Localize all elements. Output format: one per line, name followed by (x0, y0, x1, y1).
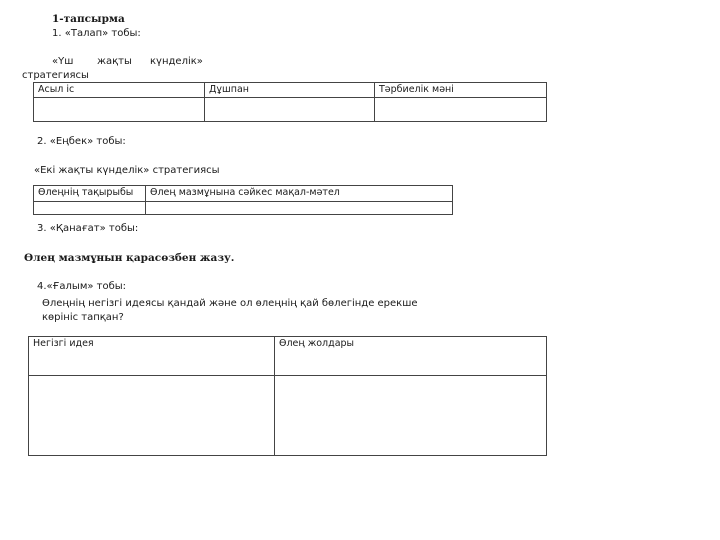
task1-header-cell: Тәрбиелік мәні (375, 83, 547, 98)
task2-table (33, 185, 453, 215)
task2-header-cell: Өлеңнің тақырыбы (34, 186, 146, 202)
task4-question-line1: Өлеңнің негізгі идеясы қандай және ол өлеңнің қай бөлегінде ерекше (42, 298, 418, 309)
task4-table-header-row (29, 337, 547, 376)
task4-empty-cell[interactable] (275, 376, 547, 456)
task2-empty-cell[interactable] (146, 202, 453, 215)
task4-header-cell: Өлең жолдары (275, 337, 547, 376)
task4-table (28, 336, 547, 456)
task3-title: 3. «Қанағат» тобы: (37, 223, 139, 234)
task4-empty-cell[interactable] (29, 376, 275, 456)
task4-question-line2: көрініс тапқан? (42, 312, 124, 323)
task1-header-cell: Асыл іс (34, 83, 205, 98)
task2-strategy: «Екі жақты күнделік» стратегиясы (34, 165, 220, 176)
task1-table-empty-row (34, 98, 547, 122)
task2-title: 2. «Еңбек» тобы: (37, 136, 126, 147)
worksheet-heading: 1-тапсырма (52, 13, 125, 25)
task1-strategy-word-3: күнделік» (150, 56, 203, 67)
task4-table-empty-row (29, 376, 547, 456)
task1-strategy-word-2: жақты (97, 56, 132, 67)
task4-title: 4.«Ғалым» тобы: (37, 281, 127, 292)
task1-title: 1. «Талап» тобы: (52, 28, 141, 39)
task1-strategy-tail: стратегиясы (22, 70, 89, 81)
task1-empty-cell[interactable] (205, 98, 375, 122)
task1-empty-cell[interactable] (34, 98, 205, 122)
task2-table-header-row (34, 186, 453, 202)
task3-instruction: Өлең мазмұнын қарасөзбен жазу. (24, 252, 235, 264)
task1-strategy-word-1: «Үш (52, 56, 74, 67)
task1-empty-cell[interactable] (375, 98, 547, 122)
task2-table-empty-row (34, 202, 453, 215)
task2-empty-cell[interactable] (34, 202, 146, 215)
task4-header-cell: Негізгі идея (29, 337, 275, 376)
task1-table (33, 82, 547, 122)
task1-table-header-row (34, 83, 547, 98)
task1-header-cell: Дұшпан (205, 83, 375, 98)
task2-header-cell: Өлең мазмұнына сәйкес мақал-мәтел (146, 186, 453, 202)
